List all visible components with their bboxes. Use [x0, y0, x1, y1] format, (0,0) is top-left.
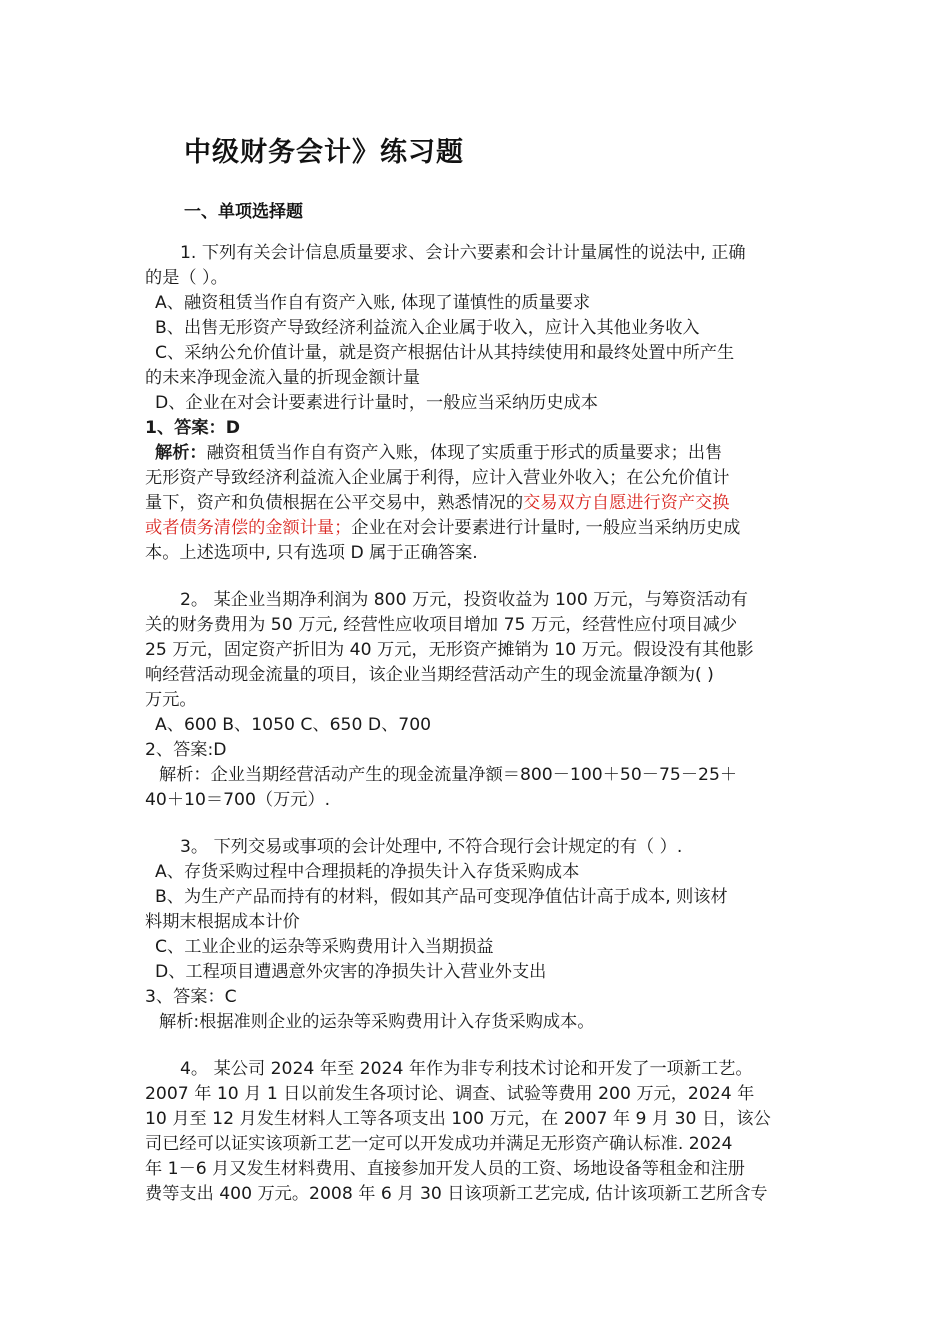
document-title: 中级财务会计》练习题 [184, 137, 464, 168]
q3-answer: 3、答案：C [145, 987, 237, 1007]
spacer [145, 566, 810, 588]
q4-stem-line-6: 费等支出 400 万元。2008 年 6 月 30 日该项新工艺完成, 估计该项新工艺所含专 [145, 1184, 768, 1204]
q1-explanation-label: 解析： [155, 443, 207, 463]
q1-explanation-line-2: 无形资产导致经济利益流入企业属于利得，应计入营业外收入；在公允价值计 [145, 468, 730, 488]
q1-explanation-line-1 [145, 441, 810, 466]
q2-stem-line-4: 响经营活动现金流量的项目，该企业当期经营活动产生的现金流量净额为( ) [145, 665, 714, 685]
spacer [145, 813, 810, 835]
q1-option-a: A、融资租赁当作自有资产入账, 体现了谨慎性的质量要求 [155, 293, 591, 313]
q3-explanation: 解析:根据准则企业的运杂等采购费用计入存货采购成本。 [159, 1012, 595, 1032]
q3-stem-line-1: 3。 下列交易或事项的会计处理中, 不符合现行会计规定的有（ ）. [180, 837, 683, 857]
q3-option-a: A、存货采购过程中合理损耗的净损失计入存货采购成本 [155, 862, 580, 882]
document-body [145, 241, 810, 1207]
q1-explanation-line-3 [145, 491, 810, 516]
q1-explanation-text-3a: 量下，资产和负债根据在公平交易中，熟悉情况的 [145, 493, 524, 513]
section-heading: 一、单项选择题 [184, 202, 303, 222]
q1-explanation-text-4b: 企业在对会计要素进行计量时, 一般应当采纳历史成 [351, 518, 741, 538]
q2-answer: 2、答案:D [145, 740, 227, 760]
q1-explanation-highlight-2: 或者债务清偿的金额计量； [145, 518, 352, 538]
q3-option-d: D、工程项目遭遇意外灾害的净损失计入营业外支出 [155, 962, 547, 982]
q1-explanation-highlight-1: 交易双方自愿进行资产交换 [523, 493, 730, 513]
q4-stem-line-4: 司已经可以证实该项新工艺一定可以开发成功并满足无形资产确认标准. 2024 [145, 1134, 733, 1154]
q1-option-c-line-1: C、采纳公允价值计量，就是资产根据估计从其持续使用和最终处置中所产生 [155, 343, 735, 363]
q4-stem-line-1: 4。 某公司 2024 年至 2024 年作为非专利技术讨论和开发了一项新工艺。 [180, 1059, 753, 1079]
q1-option-d: D、企业在对会计要素进行计量时，一般应当采纳历史成本 [155, 393, 598, 413]
q1-stem-line-1: 1. 下列有关会计信息质量要求、会计六要素和会计计量属性的说法中, 正确 [180, 243, 746, 263]
q2-stem-line-5: 万元。 [145, 690, 197, 710]
q1-explanation-line-4 [145, 516, 810, 541]
q3-option-c: C、工业企业的运杂等采购费用计入当期损益 [155, 937, 494, 957]
q2-stem-line-2: 关的财务费用为 50 万元, 经营性应收项目增加 75 万元，经营性应付项目减少 [145, 615, 738, 635]
q4-stem-line-3: 10 月至 12 月发生材料人工等各项支出 100 万元，在 2007 年 9 月 30 日，该公 [145, 1109, 771, 1129]
q2-stem-line-3: 25 万元，固定资产折旧为 40 万元，无形资产摊销为 10 万元。假设没有其他影 [145, 640, 754, 660]
q2-options: A、600 B、1050 C、650 D、700 [155, 715, 432, 735]
q1-option-c-line-2: 的未来净现金流入量的折现金额计量 [145, 368, 421, 388]
q1-answer: 1、答案：D [145, 418, 240, 438]
q4-stem-line-5: 年 1－6 月又发生材料费用、直接参加开发人员的工资、场地设备等租金和注册 [145, 1159, 745, 1179]
q1-stem-line-2: 的是（ ）。 [145, 268, 228, 288]
spacer [145, 1035, 810, 1057]
q2-stem-line-1: 2。 某企业当期净利润为 800 万元，投资收益为 100 万元，与筹资活动有 [180, 590, 748, 610]
q4-stem-line-2: 2007 年 10 月 1 日以前发生各项讨论、调查、试验等费用 200 万元，2024 年 [145, 1084, 755, 1104]
q1-option-b: B、出售无形资产导致经济利益流入企业属于收入，应计入其他业务收入 [155, 318, 700, 338]
q2-explanation-line-2: 40＋10＝700（万元）. [145, 790, 331, 810]
q3-option-b-line-2: 料期末根据成本计价 [145, 912, 300, 932]
q1-explanation-line-5: 本。上述选项中, 只有选项 D 属于正确答案. [145, 543, 478, 563]
q2-explanation-line-1: 解析：企业当期经营活动产生的现金流量净额＝800－100＋50－75－25＋ [159, 765, 738, 785]
q1-explanation-text-1: 融资租赁当作自有资产入账，体现了实质重于形式的质量要求；出售 [206, 443, 723, 463]
q3-option-b-line-1: B、为生产产品而持有的材料，假如其产品可变现净值估计高于成本, 则该材 [155, 887, 728, 907]
